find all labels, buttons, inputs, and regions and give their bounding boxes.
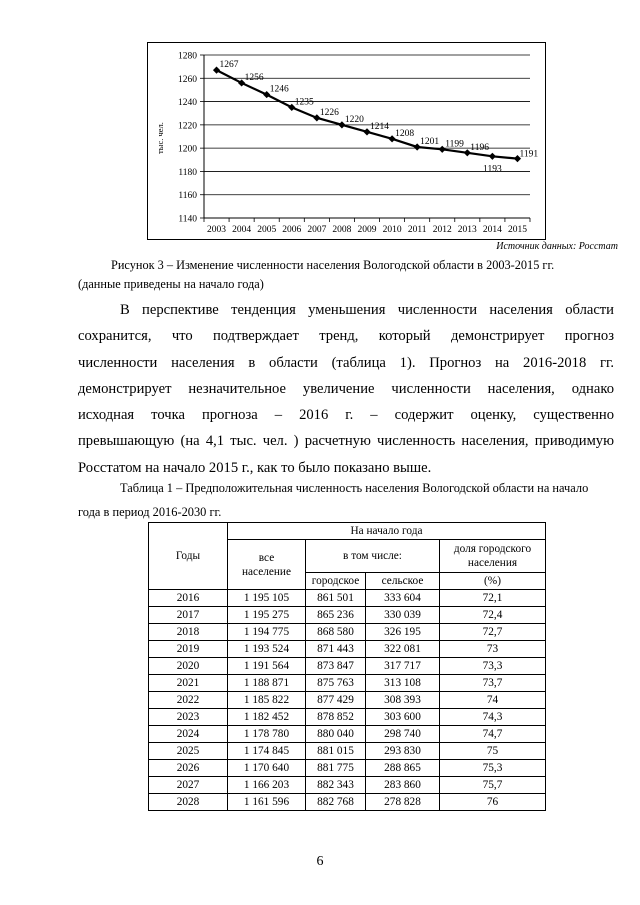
cell-share: 72,4	[440, 607, 546, 624]
cell-year: 2019	[149, 641, 228, 658]
table-row	[149, 794, 546, 811]
cell-year: 2023	[149, 709, 228, 726]
paragraph-line: численности населения в области (таблица 1). Прогноз на 2016-2018 гг.	[78, 354, 614, 371]
cell-total: 1 174 845	[228, 743, 306, 760]
header-including: в том числе:	[306, 540, 440, 573]
data-label: 1220	[344, 114, 364, 125]
cell-rural: 330 039	[366, 607, 440, 624]
population-line-chart	[147, 42, 546, 240]
cell-urban: 880 040	[306, 726, 366, 743]
cell-share: 74	[440, 692, 546, 709]
cell-total: 1 170 640	[228, 760, 306, 777]
cell-share: 75,3	[440, 760, 546, 777]
cell-rural: 288 865	[366, 760, 440, 777]
x-tick-label: 2009	[357, 225, 377, 235]
y-tick-label: 1140	[178, 214, 197, 225]
cell-total: 1 161 596	[228, 794, 306, 811]
cell-rural: 333 604	[366, 590, 440, 607]
cell-urban: 882 768	[306, 794, 366, 811]
cell-urban: 868 580	[306, 624, 366, 641]
header-urban: городское	[306, 573, 366, 590]
table-row	[149, 641, 546, 658]
cell-urban: 881 775	[306, 760, 366, 777]
paragraph-line: сохранится, что подтверждает тренд, который демонстрирует прогноз	[78, 328, 614, 345]
x-tick-label: 2014	[482, 225, 502, 235]
header-urban-share: доля городского населения	[440, 540, 546, 573]
cell-year: 2024	[149, 726, 228, 743]
paragraph-line: Росстатом на начало 2015 г., как то было показано выше.	[78, 459, 432, 476]
cell-total: 1 182 452	[228, 709, 306, 726]
table-row	[149, 692, 546, 709]
x-tick-label: 2005	[257, 225, 277, 235]
header-rural: сельское	[366, 573, 440, 590]
cell-rural: 322 081	[366, 641, 440, 658]
cell-total: 1 191 564	[228, 658, 306, 675]
table-row	[149, 675, 546, 692]
y-tick-label: 1280	[178, 51, 197, 62]
cell-share: 76	[440, 794, 546, 811]
cell-year: 2022	[149, 692, 228, 709]
header-percent: (%)	[440, 573, 546, 590]
data-label: 1208	[395, 128, 415, 139]
y-tick-label: 1180	[178, 167, 197, 178]
figure-caption: Рисунок 3 – Изменение численности населения Вологодской области в 2003-2015 гг.	[111, 258, 555, 272]
cell-urban: 878 852	[306, 709, 366, 726]
cell-total: 1 193 524	[228, 641, 306, 658]
cell-urban: 865 236	[306, 607, 366, 624]
data-label: 1201	[420, 136, 440, 147]
cell-total: 1 188 871	[228, 675, 306, 692]
cell-rural: 313 108	[366, 675, 440, 692]
data-label: 1267	[219, 60, 239, 71]
cell-year: 2021	[149, 675, 228, 692]
data-point	[489, 153, 496, 160]
y-axis-label: тыс. чел.	[155, 122, 165, 154]
x-tick-label: 2004	[232, 225, 252, 235]
cell-share: 75	[440, 743, 546, 760]
paragraph-line: превышающую (на 4,1 тыс. чел. ) расчетную численность населения, приводимую	[78, 433, 614, 450]
y-tick-label: 1200	[178, 144, 197, 155]
table-caption-line: Таблица 1 – Предположительная численность населения Вологодской области на начало	[120, 481, 589, 495]
table-row	[149, 760, 546, 777]
cell-year: 2027	[149, 777, 228, 794]
cell-year: 2020	[149, 658, 228, 675]
cell-year: 2016	[149, 590, 228, 607]
cell-year: 2025	[149, 743, 228, 760]
cell-urban: 882 343	[306, 777, 366, 794]
data-label: 1199	[445, 139, 464, 150]
table-row	[149, 743, 546, 760]
x-tick-label: 2013	[457, 225, 477, 235]
cell-rural: 326 195	[366, 624, 440, 641]
data-label: 1191	[519, 149, 539, 160]
cell-total: 1 195 275	[228, 607, 306, 624]
table-row	[149, 726, 546, 743]
table-row	[149, 777, 546, 794]
cell-urban: 861 501	[306, 590, 366, 607]
cell-rural: 317 717	[366, 658, 440, 675]
header-years: Годы	[149, 523, 228, 590]
y-tick-label: 1240	[178, 98, 197, 109]
header-total-population: все население	[228, 540, 306, 590]
y-tick-label: 1160	[178, 191, 197, 202]
paragraph-line: исходная точка прогноза – 2016 г. – содержит оценку, существенно	[78, 407, 614, 424]
cell-total: 1 178 780	[228, 726, 306, 743]
data-label: 1246	[269, 84, 289, 95]
population-forecast-table	[148, 522, 546, 811]
cell-year: 2028	[149, 794, 228, 811]
data-label: 1193	[483, 164, 502, 175]
table-row	[149, 709, 546, 726]
data-label: 1214	[370, 121, 389, 132]
cell-rural: 308 393	[366, 692, 440, 709]
paragraph-line: демонстрирует незначительное увеличение численности населения, однако	[78, 380, 614, 397]
cell-urban: 881 015	[306, 743, 366, 760]
cell-total: 1 185 822	[228, 692, 306, 709]
cell-rural: 283 860	[366, 777, 440, 794]
x-tick-label: 2007	[307, 225, 327, 235]
figure-caption-note: (данные приведены на начало года)	[78, 277, 264, 291]
body-paragraph	[78, 297, 614, 481]
cell-share: 74,7	[440, 726, 546, 743]
table-row	[149, 607, 546, 624]
cell-share: 72,1	[440, 590, 546, 607]
x-tick-label: 2003	[207, 225, 227, 235]
x-tick-label: 2012	[432, 225, 452, 235]
table-row	[149, 624, 546, 641]
cell-urban: 871 443	[306, 641, 366, 658]
paragraph-line: В перспективе тенденция уменьшения численности населения области	[120, 302, 614, 318]
x-tick-label: 2011	[407, 225, 427, 235]
cell-urban: 873 847	[306, 658, 366, 675]
data-label: 1226	[319, 107, 339, 118]
cell-share: 75,7	[440, 777, 546, 794]
cell-rural: 298 740	[366, 726, 440, 743]
cell-year: 2026	[149, 760, 228, 777]
chart-source: Источник данных: Росстат	[496, 241, 618, 252]
x-tick-label: 2006	[282, 225, 302, 235]
cell-share: 73,7	[440, 675, 546, 692]
cell-share: 74,3	[440, 709, 546, 726]
table-caption	[78, 476, 614, 524]
table-row	[149, 590, 546, 607]
data-label: 1196	[470, 142, 489, 153]
cell-share: 72,7	[440, 624, 546, 641]
cell-share: 73	[440, 641, 546, 658]
cell-urban: 877 429	[306, 692, 366, 709]
cell-year: 2017	[149, 607, 228, 624]
header-start-of-year: На начало года	[228, 523, 546, 540]
x-tick-label: 2010	[382, 225, 402, 235]
y-tick-label: 1260	[178, 74, 197, 85]
cell-urban: 875 763	[306, 675, 366, 692]
cell-rural: 303 600	[366, 709, 440, 726]
cell-share: 73,3	[440, 658, 546, 675]
data-label: 1256	[244, 72, 264, 83]
x-tick-label: 2015	[507, 225, 527, 235]
table-row	[149, 658, 546, 675]
cell-rural: 293 830	[366, 743, 440, 760]
x-tick-label: 2008	[332, 225, 352, 235]
data-label: 1235	[294, 97, 314, 108]
cell-total: 1 195 105	[228, 590, 306, 607]
cell-year: 2018	[149, 624, 228, 641]
table-caption-line: года в период 2016-2030 гг.	[78, 505, 222, 519]
cell-total: 1 166 203	[228, 777, 306, 794]
cell-total: 1 194 775	[228, 624, 306, 641]
cell-rural: 278 828	[366, 794, 440, 811]
y-tick-label: 1220	[178, 121, 197, 132]
page-number: 6	[316, 854, 324, 869]
